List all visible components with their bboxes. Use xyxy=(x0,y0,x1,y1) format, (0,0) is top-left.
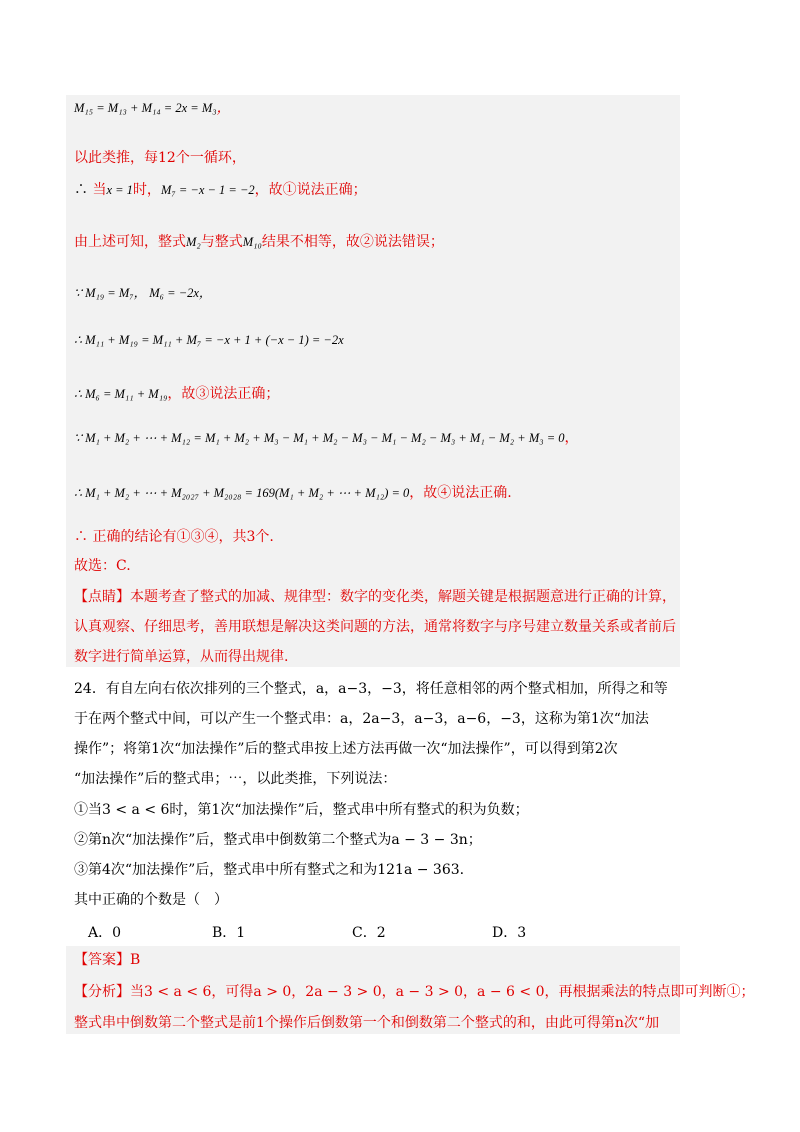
option-c: C．2 xyxy=(352,925,386,941)
solution-line-11: 故选：C. xyxy=(74,558,131,574)
solution-line-6: ∴ M₁₁ + M₁₉ = M₁₁ + M₇ = −x + 1 + (−x − 1) = −2x xyxy=(74,333,344,347)
question-line-2: 于在两个整式中间，可以产生一个整式串：a，2a−3，a−3，a−6，−3，这称为第1次“加法 xyxy=(74,711,649,727)
comment-tag: 【点睛】 xyxy=(74,589,130,605)
red-suffix: ， xyxy=(216,100,231,116)
analysis-line-2: 整式串中倒数第二个整式是前1个操作后倒数第一个和倒数第二个整式的和，由此可得第n次“加 xyxy=(74,1015,660,1031)
analysis-tag: 【分析】 xyxy=(74,984,130,1000)
solution-line-7: ∴ M₆ = M₁₁ + M₁₉，故③说法正确； xyxy=(74,386,280,402)
solution-line-1: M₁₅ = M₁₃ + M₁₄ = 2x = M₃， xyxy=(74,100,231,116)
question-prompt: 其中正确的个数是（ ） xyxy=(74,892,228,908)
option-b: B．1 xyxy=(212,925,246,941)
question-statement-1: ①当3 < a < 6时，第1次“加法操作”后，整式串中所有整式的积为负数； xyxy=(74,802,529,818)
solution-line-3: ∴ 当x = 1时，M₇ = −x − 1 = −2，故①说法正确； xyxy=(74,182,367,198)
answer-tag: 【答案】 xyxy=(74,952,130,968)
solution-line-4: 由上述可知，整式M₂与整式M₁₀结果不相等，故②说法错误； xyxy=(74,234,444,250)
analysis-line-1: 【分析】当3 < a < 6，可得a > 0，2a − 3 > 0，a − 3 > 0，a − 6 < 0，再根据乘法的特点即可判断①； xyxy=(74,984,755,1000)
question-line-3: 操作”；将第1次“加法操作”后的整式串按上述方法再做一次“加法操作”，可以得到第2次 xyxy=(74,741,618,757)
solution-line-8: ∵ M₁ + M₂ + ⋯ + M₁₂ = M₁ + M₂ + M₃ − M₁ + M₂ − M₃ − M₁ − M₂ − M₃ + M₁ − M₂ + M₃ = 0， xyxy=(74,430,579,446)
comment-line-2: 认真观察、仔细思考，善用联想是解决这类问题的方法，通常将数字与序号建立数量关系或者前后 xyxy=(74,619,676,635)
solution-line-10: ∴ 正确的结论有①③④，共3个. xyxy=(74,529,274,545)
answer-line xyxy=(74,950,140,970)
solution-line-5: ∵ M₁₉ = M₇， M₆ = −2x， xyxy=(74,286,212,300)
question-statement-3: ③第4次“加法操作”后，整式串中所有整式之和为121a − 363. xyxy=(74,862,465,878)
option-d: D．3 xyxy=(492,925,527,941)
question-line-4: “加法操作”后的整式串；⋯，以此类推，下列说法： xyxy=(74,771,397,787)
question-line-1: 24．有自左向右依次排列的三个整式，a，a−3，−3，将任意相邻的两个整式相加，所得之和等 xyxy=(74,681,668,697)
answer-value: B xyxy=(130,952,141,968)
solution-line-9: ∴ M₁ + M₂ + ⋯ + M₂₀₂₇ + M₂₀₂₈ = 169(M₁ + M₂ + ⋯ + M₁₂) = 0，故④说法正确. xyxy=(74,485,512,501)
comment-line-1: 【点睛】本题考查了整式的加减、规律型：数字的变化类，解题关键是根据题意进行正确的计算， xyxy=(74,589,676,605)
question-statement-2: ②第n次“加法操作”后，整式串中倒数第二个整式为a − 3 − 3n； xyxy=(74,832,482,848)
option-a: A．0 xyxy=(88,925,122,941)
solution-line-2: 以此类推，每12个一循环， xyxy=(74,150,246,166)
comment-line-3: 数字进行简单运算，从而得出规律. xyxy=(74,649,289,665)
